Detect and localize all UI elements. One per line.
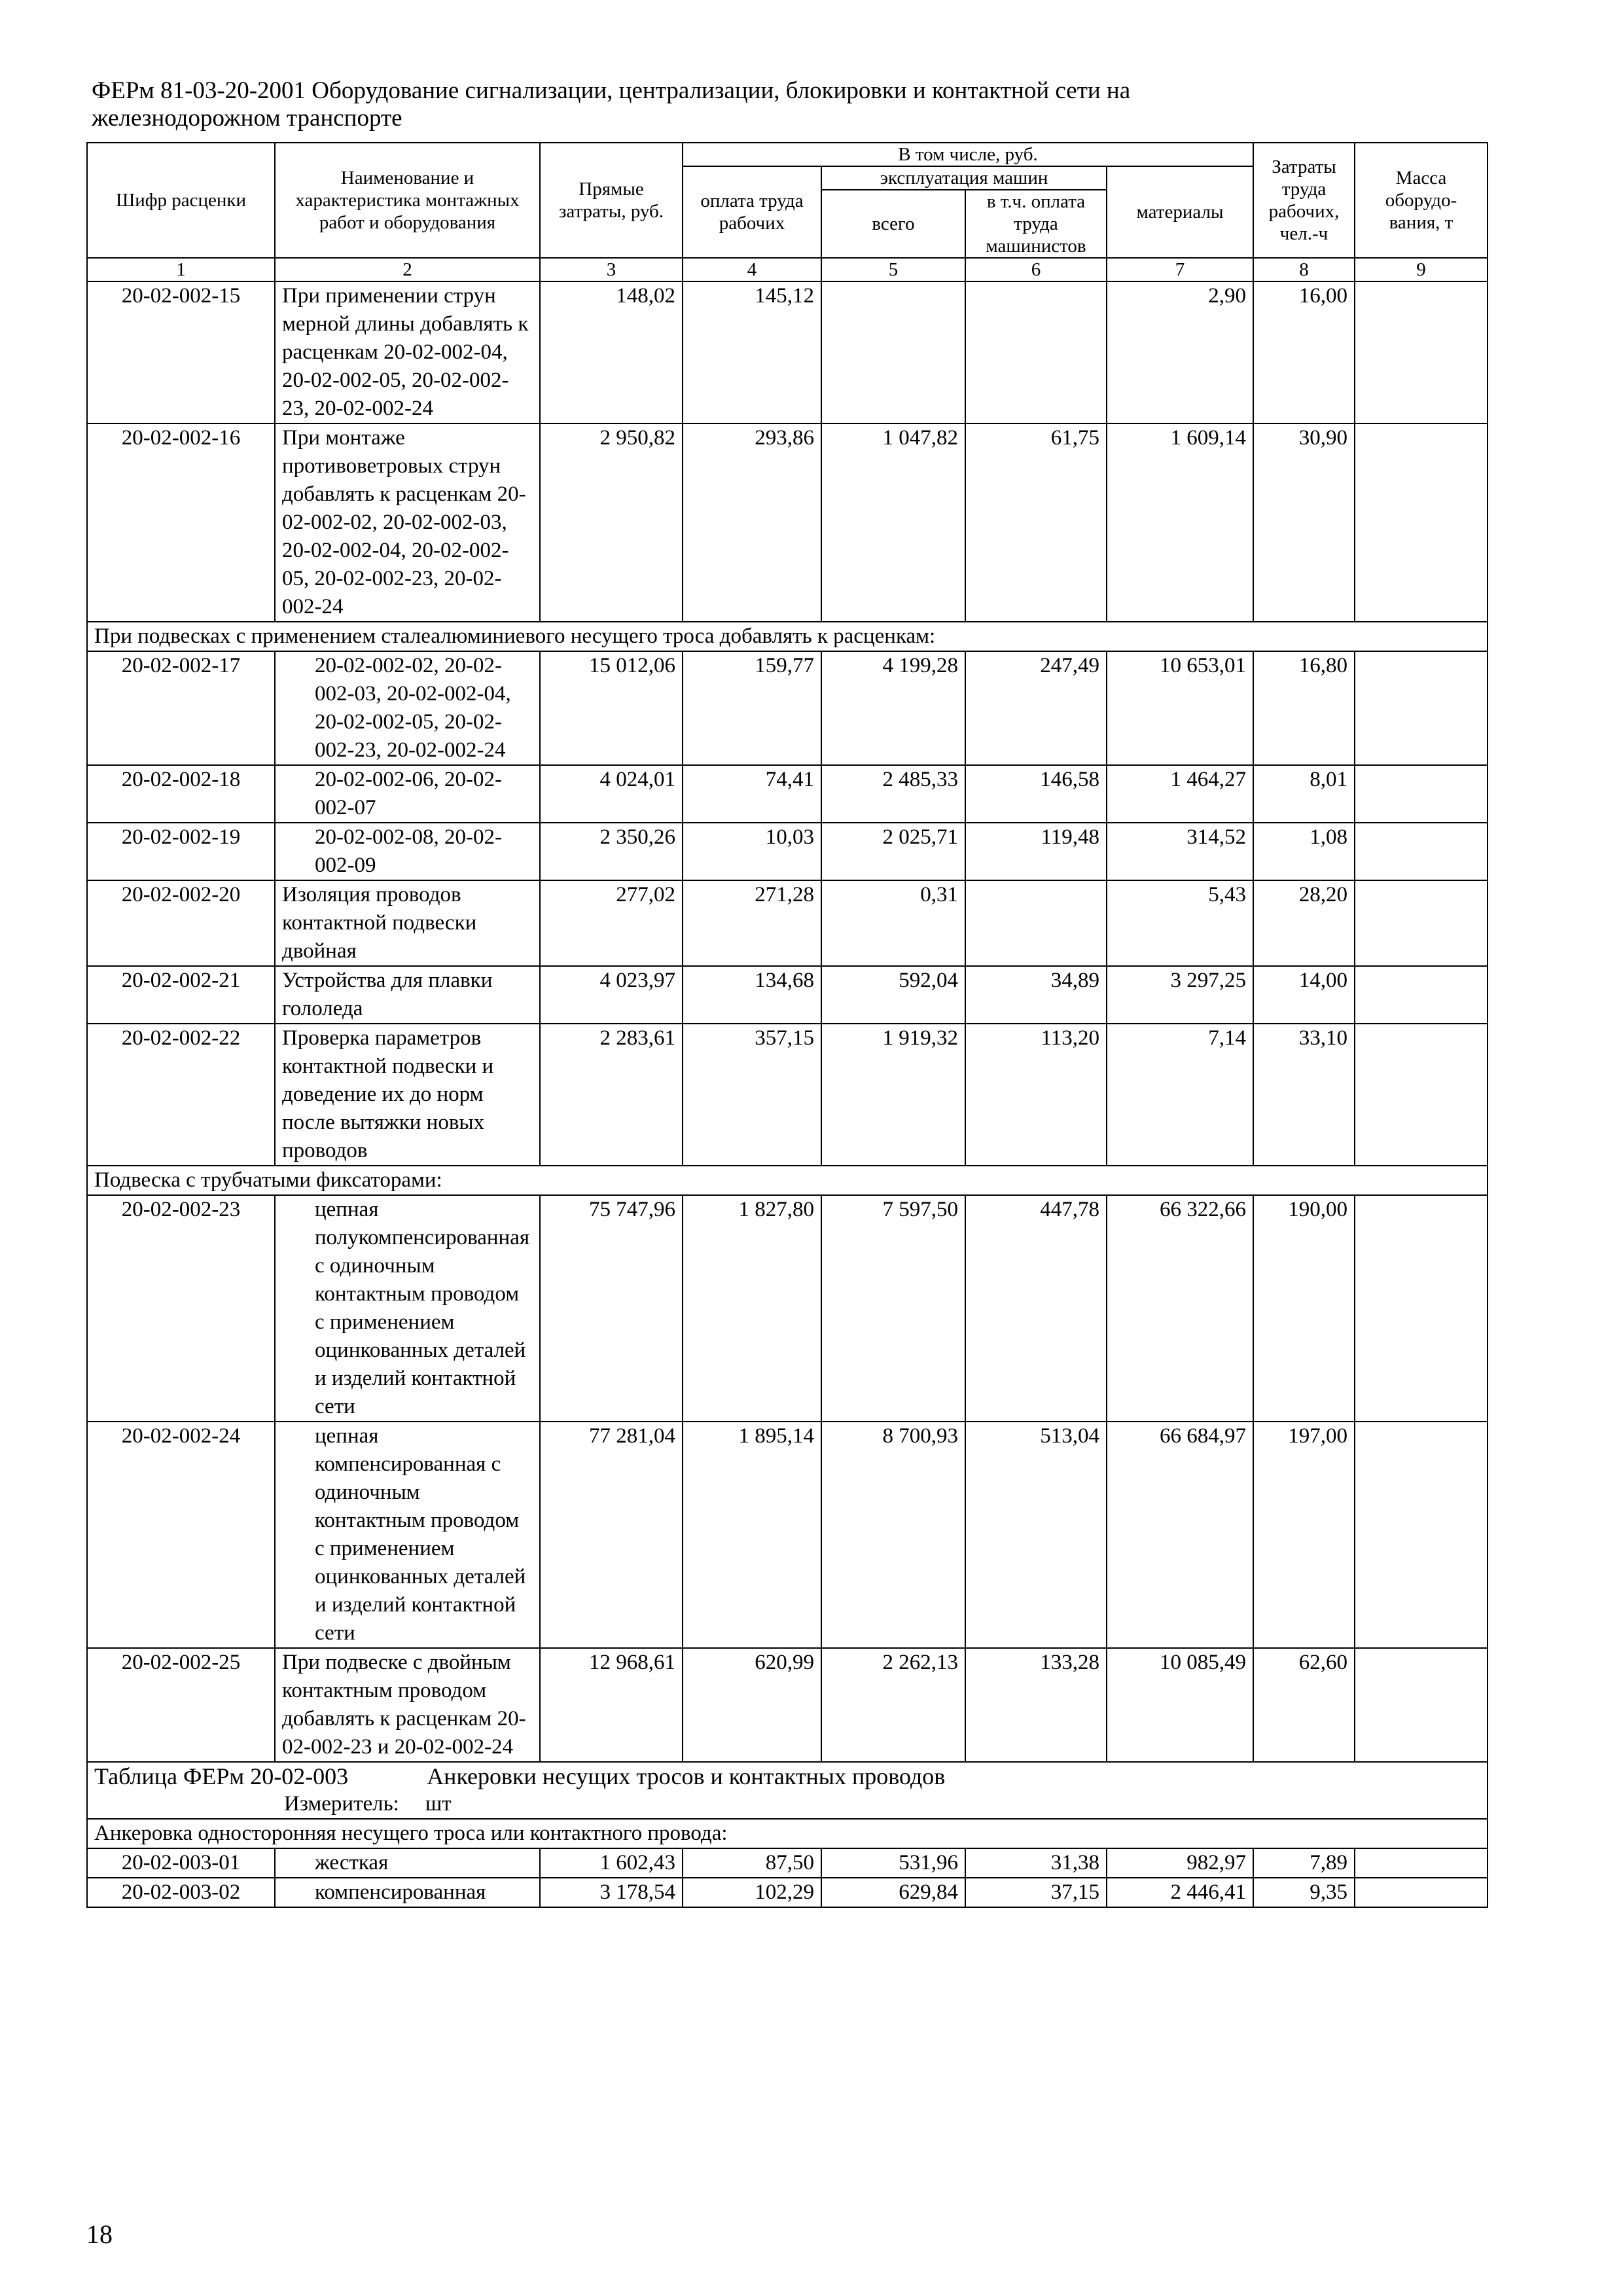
rate-mach-wage: [965, 281, 1107, 423]
rate-code: 20-02-002-22: [87, 1024, 275, 1166]
rates-body: [87, 281, 1488, 1907]
table2-title: [87, 1762, 1488, 1790]
rate-mach-wage: 119,48: [965, 823, 1107, 880]
rate-name: цепная полукомпенсированная с одиночным контактным проводом с применением оцинкованных деталей и изделий контактной сети: [275, 1195, 540, 1422]
rate-code: 20-02-002-20: [87, 880, 275, 966]
column-number: 5: [821, 258, 965, 281]
section-heading: Подвеска с трубчатыми фиксаторами:: [87, 1166, 1488, 1195]
rate-materials: 7,14: [1107, 1024, 1253, 1166]
rate-mass: [1355, 823, 1488, 880]
rate-materials: 2 446,41: [1107, 1878, 1253, 1907]
rate-mach-total: 531,96: [821, 1848, 965, 1878]
rate-mach-total: 4 199,28: [821, 651, 965, 765]
rate-direct: 3 178,54: [540, 1878, 683, 1907]
rate-mass: [1355, 281, 1488, 423]
section-row: [87, 622, 1488, 651]
table-row: [87, 1422, 1488, 1648]
rate-mach-wage: 37,15: [965, 1878, 1107, 1907]
section-heading: При подвесках с применением сталеалюминиевого несущего троса добавлять к расценкам:: [87, 622, 1488, 651]
table2-label: Таблица ФЕРм 20-02-003: [94, 1763, 349, 1789]
measure-value: шт: [425, 1792, 452, 1816]
col-header-direct: Прямые затраты, руб.: [540, 143, 683, 258]
rate-name: компенсированная: [275, 1878, 540, 1907]
rate-code: 20-02-002-18: [87, 765, 275, 823]
measure-cell: [87, 1790, 1488, 1819]
rate-mach-total: 2 485,33: [821, 765, 965, 823]
rate-mach-total: 8 700,93: [821, 1422, 965, 1648]
rate-labor: 16,00: [1253, 281, 1355, 423]
section-row: [87, 1166, 1488, 1195]
rate-wage: 293,86: [683, 423, 821, 622]
rate-name: жесткая: [275, 1848, 540, 1878]
rate-mach-wage: 146,58: [965, 765, 1107, 823]
document-header: [92, 77, 1479, 132]
column-number: 1: [87, 258, 275, 281]
rate-mass: [1355, 880, 1488, 966]
rate-mass: [1355, 966, 1488, 1024]
rate-name: 20-02-002-08, 20-02-002-09: [275, 823, 540, 880]
rate-mach-wage: [965, 880, 1107, 966]
section-heading: Анкеровка односторонняя несущего троса или контактного провода:: [87, 1819, 1488, 1848]
col-header-materials: материалы: [1107, 166, 1253, 258]
rate-materials: 3 297,25: [1107, 966, 1253, 1024]
column-number: 4: [683, 258, 821, 281]
rate-code: 20-02-003-01: [87, 1848, 275, 1878]
rate-mach-wage: 133,28: [965, 1648, 1107, 1762]
col-header-incl: В том числе, руб.: [683, 143, 1253, 166]
rate-code: 20-02-002-19: [87, 823, 275, 880]
rate-name: цепная компенсированная с одиночным контактным проводом с применением оцинкованных деталей и изделий контактной сети: [275, 1422, 540, 1648]
rate-wage: 159,77: [683, 651, 821, 765]
table2-name: Анкеровки несущих тросов и контактных проводов: [427, 1763, 946, 1789]
rate-direct: 75 747,96: [540, 1195, 683, 1422]
rate-labor: 8,01: [1253, 765, 1355, 823]
rate-direct: 1 602,43: [540, 1848, 683, 1878]
rate-name: Проверка параметров контактной подвески и доведение их до норм после вытяжки новых проводов: [275, 1024, 540, 1166]
rate-labor: 7,89: [1253, 1848, 1355, 1878]
table-row: [87, 1878, 1488, 1907]
rate-labor: 1,08: [1253, 823, 1355, 880]
rate-labor: 30,90: [1253, 423, 1355, 622]
col-header-mach-total: всего: [821, 190, 965, 258]
rate-mach-total: 592,04: [821, 966, 965, 1024]
rate-direct: 2 350,26: [540, 823, 683, 880]
rate-name: 20-02-002-06, 20-02-002-07: [275, 765, 540, 823]
col-header-labor: Затраты труда рабочих, чел.-ч: [1253, 143, 1355, 258]
rate-wage: 1 827,80: [683, 1195, 821, 1422]
rate-mach-total: 2 262,13: [821, 1648, 965, 1762]
rate-name: Изоляция проводов контактной подвески двойная: [275, 880, 540, 966]
rate-mach-wage: 113,20: [965, 1024, 1107, 1166]
rate-materials: 66 322,66: [1107, 1195, 1253, 1422]
rate-labor: 190,00: [1253, 1195, 1355, 1422]
rate-mass: [1355, 1422, 1488, 1648]
rate-wage: 271,28: [683, 880, 821, 966]
rate-direct: 15 012,06: [540, 651, 683, 765]
table2-title-row: [87, 1762, 1488, 1790]
column-number: 8: [1253, 258, 1355, 281]
rate-direct: 4 024,01: [540, 765, 683, 823]
rate-direct: 2 950,82: [540, 423, 683, 622]
rate-wage: 1 895,14: [683, 1422, 821, 1648]
rate-mach-wage: 447,78: [965, 1195, 1107, 1422]
rate-code: 20-02-003-02: [87, 1878, 275, 1907]
col-header-mach-wage: в т.ч. оплата труда машинистов: [965, 190, 1107, 258]
rates-table: [86, 142, 1488, 1908]
rate-mach-wage: 513,04: [965, 1422, 1107, 1648]
table-row: [87, 423, 1488, 622]
rate-mach-wage: 61,75: [965, 423, 1107, 622]
rate-mass: [1355, 651, 1488, 765]
rate-code: 20-02-002-25: [87, 1648, 275, 1762]
rate-name: При применении струн мерной длины добавлять к расценкам 20-02-002-04, 20-02-002-05, 20-02-002-23, 20-02-002-24: [275, 281, 540, 423]
column-number: 7: [1107, 258, 1253, 281]
rate-wage: 620,99: [683, 1648, 821, 1762]
table-row: [87, 1195, 1488, 1422]
rate-wage: 74,41: [683, 765, 821, 823]
rate-materials: 10 653,01: [1107, 651, 1253, 765]
rate-direct: 277,02: [540, 880, 683, 966]
page-number: 18: [86, 2219, 113, 2249]
table-row: [87, 966, 1488, 1024]
rate-mach-total: [821, 281, 965, 423]
header-line-2: железнодорожном транспорте: [92, 105, 402, 132]
rate-mach-wage: 34,89: [965, 966, 1107, 1024]
rate-mach-total: 1 047,82: [821, 423, 965, 622]
rate-mass: [1355, 423, 1488, 622]
rate-mass: [1355, 1848, 1488, 1878]
table-row: [87, 880, 1488, 966]
rate-code: 20-02-002-23: [87, 1195, 275, 1422]
rate-code: 20-02-002-16: [87, 423, 275, 622]
column-numbers-row: [87, 258, 1488, 281]
table-row: [87, 281, 1488, 423]
measure-label: Измеритель:: [284, 1792, 399, 1816]
col-header-code: Шифр расценки: [87, 143, 275, 258]
rate-mach-total: 629,84: [821, 1878, 965, 1907]
table-row: [87, 1648, 1488, 1762]
rate-code: 20-02-002-24: [87, 1422, 275, 1648]
rate-mach-total: 2 025,71: [821, 823, 965, 880]
rate-direct: 2 283,61: [540, 1024, 683, 1166]
rate-mach-total: 7 597,50: [821, 1195, 965, 1422]
rate-materials: 314,52: [1107, 823, 1253, 880]
rate-mach-wage: 247,49: [965, 651, 1107, 765]
rate-mass: [1355, 1195, 1488, 1422]
col-header-mass: Масса оборудо- вания, т: [1355, 143, 1488, 258]
rate-materials: 1 464,27: [1107, 765, 1253, 823]
rate-direct: 4 023,97: [540, 966, 683, 1024]
rate-wage: 357,15: [683, 1024, 821, 1166]
col-header-wage: оплата труда рабочих: [683, 166, 821, 258]
table-row: [87, 1848, 1488, 1878]
rate-code: 20-02-002-17: [87, 651, 275, 765]
column-number: 6: [965, 258, 1107, 281]
rate-labor: 9,35: [1253, 1878, 1355, 1907]
rate-labor: 62,60: [1253, 1648, 1355, 1762]
rate-labor: 33,10: [1253, 1024, 1355, 1166]
rate-name: При подвеске с двойным контактным проводом добавлять к расценкам 20-02-002-23 и 20-02-002-24: [275, 1648, 540, 1762]
col-header-name: Наименование и характеристика монтажных работ и оборудования: [275, 143, 540, 258]
table-row: [87, 765, 1488, 823]
rate-wage: 145,12: [683, 281, 821, 423]
rate-labor: 16,80: [1253, 651, 1355, 765]
rate-materials: 10 085,49: [1107, 1648, 1253, 1762]
rate-materials: 5,43: [1107, 880, 1253, 966]
rate-name: При монтаже противоветровых струн добавлять к расценкам 20-02-002-02, 20-02-002-03, 20-02-002-04, 20-02-002-05, 20-02-002-23, 20-02-002-24: [275, 423, 540, 622]
rate-direct: 148,02: [540, 281, 683, 423]
rate-materials: 66 684,97: [1107, 1422, 1253, 1648]
rate-mass: [1355, 1878, 1488, 1907]
rate-labor: 197,00: [1253, 1422, 1355, 1648]
rate-name: Устройства для плавки гололеда: [275, 966, 540, 1024]
rate-wage: 10,03: [683, 823, 821, 880]
rate-labor: 14,00: [1253, 966, 1355, 1024]
rate-code: 20-02-002-15: [87, 281, 275, 423]
table-row: [87, 823, 1488, 880]
column-number: 3: [540, 258, 683, 281]
rate-mach-total: 0,31: [821, 880, 965, 966]
rate-mass: [1355, 1024, 1488, 1166]
rate-materials: 2,90: [1107, 281, 1253, 423]
rate-mach-wage: 31,38: [965, 1848, 1107, 1878]
column-number: 9: [1355, 258, 1488, 281]
rate-materials: 1 609,14: [1107, 423, 1253, 622]
rate-mass: [1355, 765, 1488, 823]
table-row: [87, 651, 1488, 765]
rate-wage: 134,68: [683, 966, 821, 1024]
rate-mach-total: 1 919,32: [821, 1024, 965, 1166]
rate-name: 20-02-002-02, 20-02-002-03, 20-02-002-04, 20-02-002-05, 20-02-002-23, 20-02-002-24: [275, 651, 540, 765]
rate-wage: 87,50: [683, 1848, 821, 1878]
section-row: [87, 1819, 1488, 1848]
rate-mass: [1355, 1648, 1488, 1762]
col-header-machines: эксплуатация машин: [821, 166, 1107, 190]
rate-wage: 102,29: [683, 1878, 821, 1907]
table-row: [87, 1024, 1488, 1166]
rate-direct: 12 968,61: [540, 1648, 683, 1762]
rate-direct: 77 281,04: [540, 1422, 683, 1648]
measure-row: [87, 1790, 1488, 1819]
rate-labor: 28,20: [1253, 880, 1355, 966]
header-line-1: ФЕРм 81-03-20-2001 Оборудование сигнализации, централизации, блокировки и контактной сети на: [92, 77, 1131, 104]
column-number: 2: [275, 258, 540, 281]
rate-code: 20-02-002-21: [87, 966, 275, 1024]
rate-materials: 982,97: [1107, 1848, 1253, 1878]
